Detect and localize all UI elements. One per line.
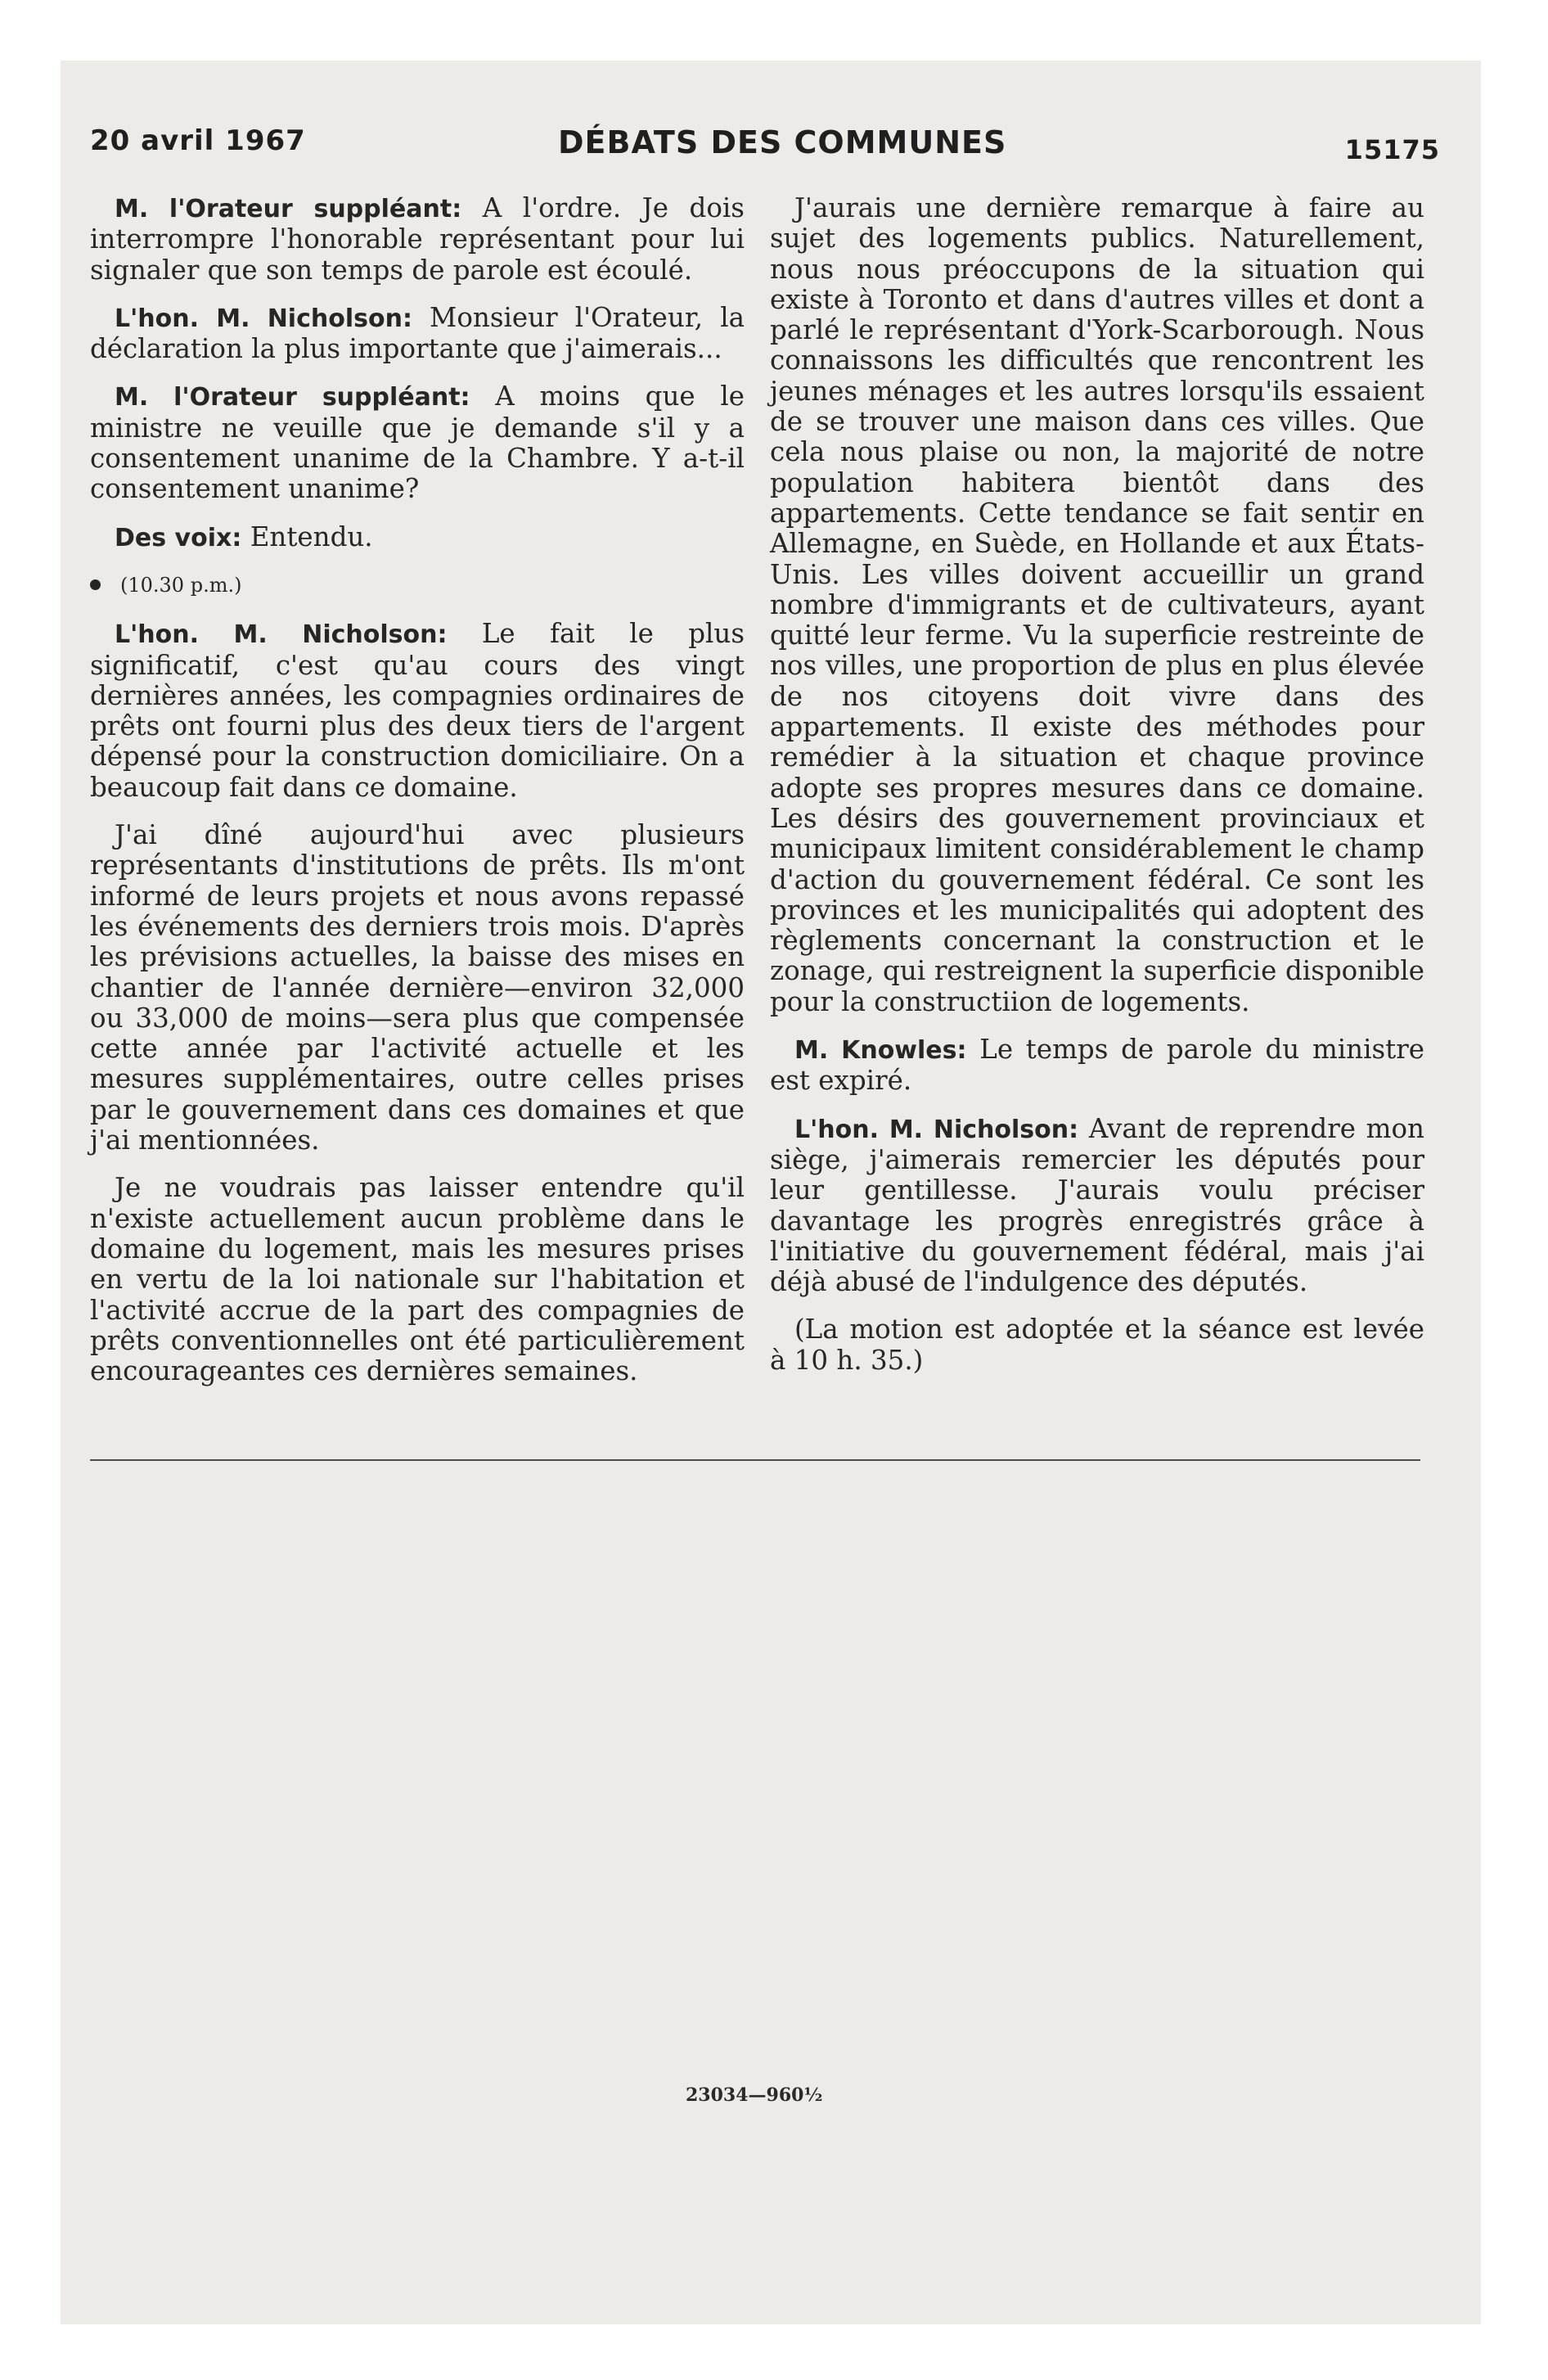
time-marker: [90, 570, 745, 601]
speaker-name: M. l'Orateur suppléant:: [115, 383, 470, 412]
speech-text: Entendu.: [241, 521, 373, 552]
speech-text: Avant de reprendre mon siège, j'aimerais remercier les députés pour leur gentillesse. J'aurais voulu préciser davantage les progrès enregistrés grâce à l'initiative du gouvernement fédéral, mais j'ai déjà abusé de l'indulgence des députés.: [770, 1112, 1424, 1298]
header-title: DÉBATS DES COMMUNES: [558, 124, 1007, 160]
paragraph: [90, 193, 745, 286]
paragraph: [770, 1034, 1424, 1097]
speech-text: J'ai dîné aujourd'hui avec plusieurs représentants d'institutions de prêts. Ils m'ont informé de leurs projets et nous avons repassé les événements des derniers trois mois. D'après les prévisions actuelles, la baisse des mises en chantier de l'année dernière—environ 32,000 ou 33,000 de moins—sera plus que compensée cette année par l'activité actuelle et les mesures supplémentaires, outre celles prises par le gouvernement dans ces domaines et que j'ai mentionnées.: [90, 819, 745, 1156]
speaker-name: L'hon. M. Nicholson:: [115, 304, 412, 333]
paragraph: [770, 193, 1424, 1017]
right-column: [770, 193, 1424, 1393]
speech-text: Le temps de parole du ministre est expiré.: [770, 1034, 1424, 1097]
paragraph: [90, 522, 745, 553]
speaker-name: M. l'Orateur suppléant:: [115, 195, 462, 223]
header-date: 20 avril 1967: [90, 124, 306, 157]
speech-text: (La motion est adoptée et la séance est levée à 10 h. 35.): [770, 1314, 1424, 1376]
left-column: [90, 193, 745, 1404]
paragraph: [90, 820, 745, 1156]
speaker-name: L'hon. M. Nicholson:: [115, 620, 448, 650]
section-divider: [90, 1459, 1420, 1461]
paragraph: [770, 1314, 1424, 1376]
page-header: [90, 124, 1440, 174]
paragraph: [90, 619, 745, 803]
paragraph: [770, 1114, 1424, 1298]
bullet-icon: [90, 579, 101, 590]
speech-text: A l'ordre. Je dois interrompre l'honorable représentant pour lui signaler que son temps de parole est écoulé.: [90, 192, 745, 286]
speech-text: Le fait le plus significatif, c'est qu'au cours des vingt dernières années, les compagnies ordinaires de prêts ont fourni plus des deux tiers de l'argent dépensé pour la construction domiciliaire. On a beaucoup fait dans ce domaine.: [90, 618, 745, 803]
time-marker-text: (10.30 p.m.): [120, 573, 242, 597]
speech-text: Je ne voudrais pas laisser entendre qu'il n'existe actuellement aucun problème dans le domaine du logement, mais les mesures prises en vertu de la loi nationale sur l'habitation et l'activité accrue de la part des compagnies de prêts conventionnelles ont été particulièrement encourageantes ces dernières semaines.: [90, 1172, 745, 1387]
speech-text: Monsieur l'Orateur, la déclaration la plus importante que j'aimerais...: [90, 301, 745, 365]
speaker-name: Des voix:: [115, 523, 242, 552]
speaker-name: L'hon. M. Nicholson:: [794, 1115, 1079, 1144]
paragraph: [90, 381, 745, 504]
footer-code: 23034—960½: [686, 2085, 823, 2106]
paragraph: [90, 303, 745, 365]
header-page-number: 15175: [1344, 134, 1440, 165]
paragraph: [90, 1173, 745, 1386]
speech-text: J'aurais une dernière remarque à faire au sujet des logements publics. Naturellement, nous nous préoccupons de la situation qui existe à Toronto et dans d'autres villes et dont a parlé le représentant d'York-Scarborough. Nous connaissons les difficultés que rencontrent les jeunes ménages et les autres lorsqu'ils essaient de se trouver une maison dans ces villes. Que cela nous plaise ou non, la majorité de notre population habitera bientôt dans des appartements. Cette tendance se fait sentir en Allemagne, en Suède, en Hollande et aux États-Unis. Les villes doivent accueillir un grand nombre d'immigrants et de cultivateurs, ayant quitté leur ferme. Vu la superficie restreinte de nos villes, une proportion de plus en plus élevée de nos citoyens doit vivre dans des appartements. Il existe des méthodes pour remédier à la situation et chaque province adopte ses propres mesures dans ce domaine. Les désirs des gouvernement provinciaux et municipaux limitent considérablement le champ d'action du gouvernement fédéral. Ce sont les provinces et les municipalités qui adoptent des règlements concernant la construction et le zonage, qui restreignent la superficie disponible pour la constructiion de logements.: [770, 192, 1424, 1017]
speaker-name: M. Knowles:: [794, 1036, 967, 1066]
speech-text: A moins que le ministre ne veuille que je demande s'il y a consentement unanime de la Chambre. Y a-t-il consentement unanime?: [90, 381, 745, 505]
